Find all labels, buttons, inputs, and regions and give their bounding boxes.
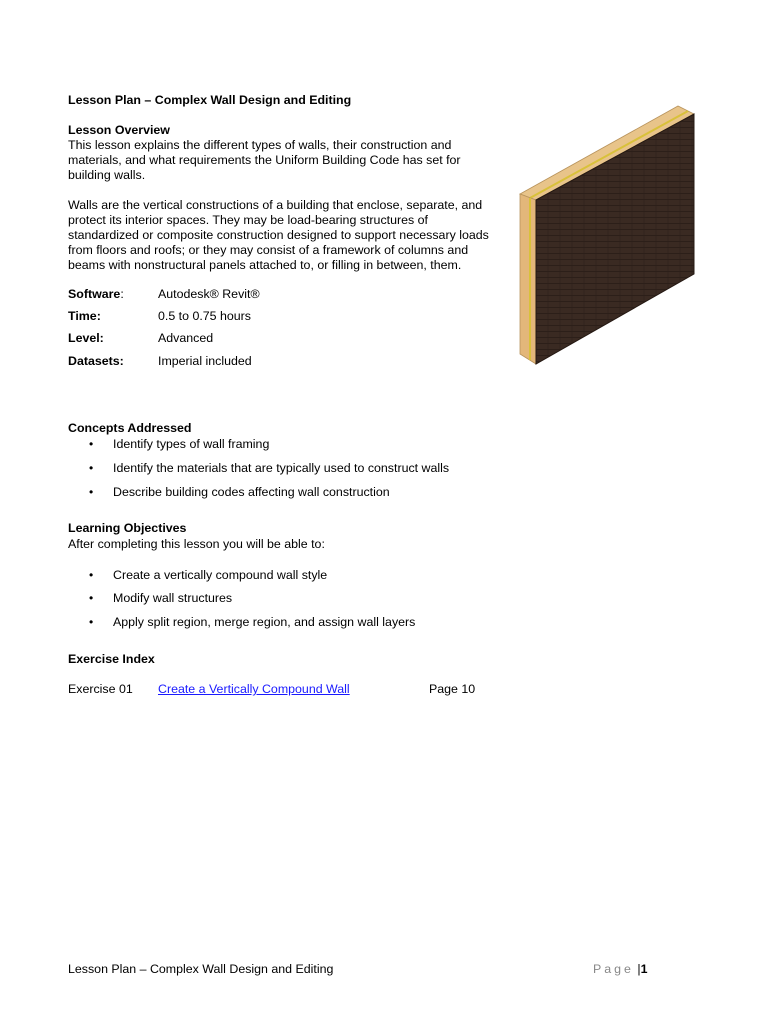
overview-paragraph-2 xyxy=(68,198,489,273)
paragraph-line: standardized or composite construction designed to support necessary loads xyxy=(68,228,489,242)
document-title: Lesson Plan – Complex Wall Design and Editing xyxy=(68,93,352,107)
exercise-index-heading: Exercise Index xyxy=(68,652,155,666)
exercise-label: Exercise 01 xyxy=(68,682,133,696)
exercise-page: Page 10 xyxy=(429,682,476,696)
concepts-heading: Concepts Addressed xyxy=(68,421,192,435)
objective-item: Modify wall structures xyxy=(113,591,233,605)
wall-3d-image xyxy=(518,104,698,366)
bullet-icon: • xyxy=(89,485,94,499)
footer-page-word: Page xyxy=(593,962,634,976)
detail-value-level: Advanced xyxy=(158,331,214,345)
paragraph-line: This lesson explains the different types of walls, their construction and xyxy=(68,138,452,152)
objective-item: Apply split region, merge region, and assign wall layers xyxy=(113,615,416,629)
detail-value-software: Autodesk® Revit® xyxy=(158,287,260,301)
objectives-heading: Learning Objectives xyxy=(68,521,187,535)
footer-page-indicator xyxy=(593,962,648,977)
objectives-intro: After completing this lesson you will be able to: xyxy=(68,537,325,551)
wall-illustration xyxy=(518,104,698,371)
bullet-icon: • xyxy=(89,437,94,451)
detail-value-datasets: Imperial included xyxy=(158,354,252,368)
concept-item: Identify types of wall framing xyxy=(113,437,270,451)
concept-item: Describe building codes affecting wall construction xyxy=(113,485,390,499)
detail-label-text: Software xyxy=(68,287,121,301)
bullet-icon: • xyxy=(89,615,94,629)
bullet-icon: • xyxy=(89,591,94,605)
detail-label-level: Level: xyxy=(68,331,104,345)
bullet-icon: • xyxy=(89,568,94,582)
detail-label-datasets: Datasets: xyxy=(68,354,124,368)
overview-paragraph-1 xyxy=(68,138,461,183)
concept-item: Identify the materials that are typically used to construct walls xyxy=(113,461,450,475)
detail-value-time: 0.5 to 0.75 hours xyxy=(158,309,251,323)
detail-label-colon: : xyxy=(120,287,124,301)
footer-page-number: 1 xyxy=(640,962,648,976)
overview-heading: Lesson Overview xyxy=(68,123,170,137)
detail-label-software xyxy=(68,287,124,302)
bullet-icon: • xyxy=(89,461,94,475)
paragraph-line: building walls. xyxy=(68,168,146,182)
paragraph-line: Walls are the vertical constructions of a building that enclose, separate, and xyxy=(68,198,483,212)
paragraph-line: materials, and what requirements the Uniform Building Code has set for xyxy=(68,153,461,167)
paragraph-line: protect its interior spaces. They may be load-bearing structures of xyxy=(68,213,428,227)
detail-label-time: Time: xyxy=(68,309,101,323)
paragraph-line: from floors and roofs; or they may consist of a framework of columns and xyxy=(68,243,469,257)
paragraph-line: beams with nonstructural panels attached to, or filling in between, them. xyxy=(68,258,462,272)
footer-separator: | xyxy=(637,962,641,976)
footer-title: Lesson Plan – Complex Wall Design and Editing xyxy=(68,962,334,976)
exercise-link[interactable]: Create a Vertically Compound Wall xyxy=(158,682,350,696)
objective-item: Create a vertically compound wall style xyxy=(113,568,328,582)
